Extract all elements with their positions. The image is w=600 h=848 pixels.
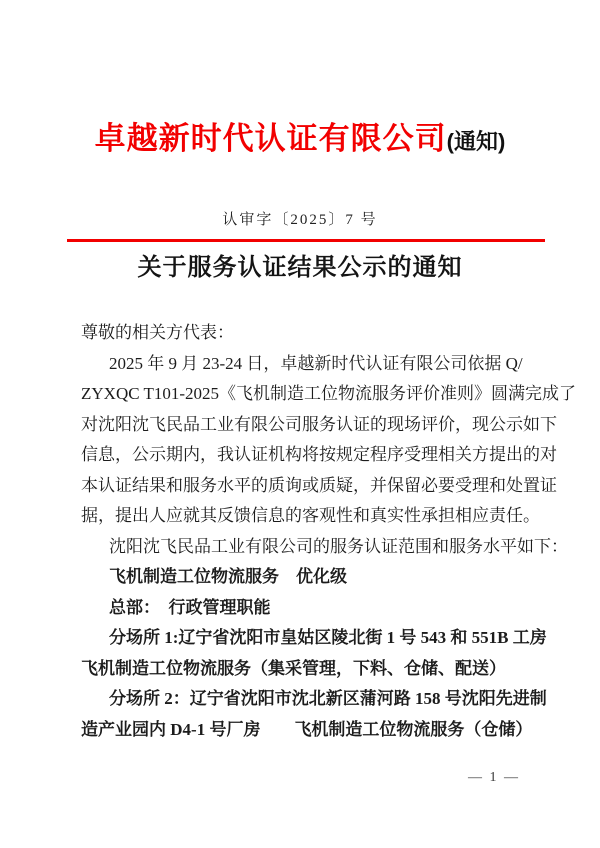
red-divider-rule [67,239,545,242]
body-line: 信息，公示期内，我认证机构将按规定程序受理相关方提出的对 [81,445,557,464]
body-line: 造产业园内 D4-1 号厂房 飞机制造工位物流服务（仓储） [81,719,533,739]
body-line: 总部： 行政管理职能 [109,597,271,617]
company-name: 卓越新时代认证有限公司 [94,121,447,156]
body-line: 本认证结果和服务水平的质询或质疑，并保留必要受理和处置证 [81,475,557,495]
body-line: 飞机制造工位物流服务（集采管理，下料、仓储、配送） [81,658,506,678]
document-title [0,116,600,168]
body-line: 分场所 2：辽宁省沈阳市沈北新区蒲河路 158 号沈阳先进制 [109,689,547,708]
notice-heading: 关于服务认证结果公示的通知 [137,254,463,281]
body-line: ZYXQC T101-2025《飞机制造工位物流服务评价准则》圆满完成了 [81,384,577,403]
page-number: — 1 — [468,770,520,785]
body-line: 沈阳沈飞民品工业有限公司的服务认证范围和服务水平如下： [109,536,568,556]
body-line: 据，提出人应就其反馈信息的客观性和真实性承担相应责任。 [81,506,540,525]
body-line: 尊敬的相关方代表： [81,323,234,342]
body-line: 飞机制造工位物流服务 优化级 [109,567,347,586]
title-notice-suffix: (通知) [446,129,506,154]
body-line: 分场所 1:辽宁省沈阳市皇姑区陵北街 1 号 543 和 551B 工房 [109,628,547,647]
body-line: 2025 年 9 月 23-24 日，卓越新时代认证有限公司依据 Q/ [109,353,523,373]
doc-reference-number: 认审字〔2025〕7 号 [222,212,378,228]
body-line: 对沈阳沈飞民品工业有限公司服务认证的现场评价，现公示如下 [81,414,557,434]
body-text [81,318,577,745]
